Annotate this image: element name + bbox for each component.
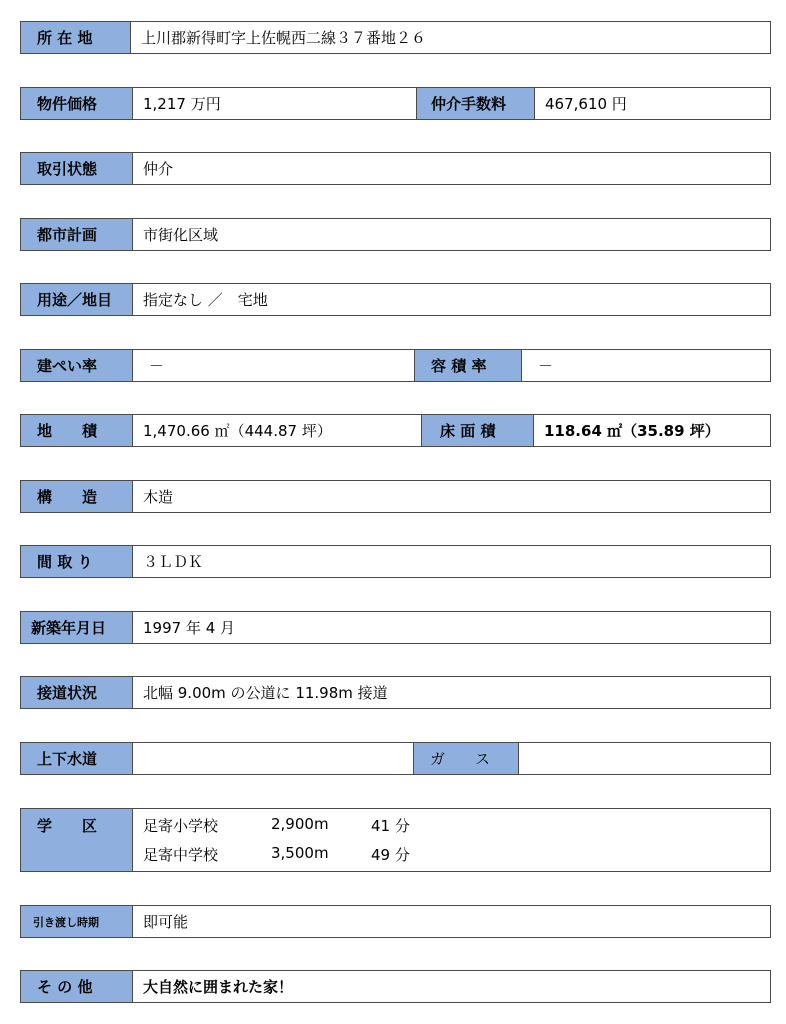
fee-label: 仲介手数料 [416, 88, 535, 119]
handover-value: 即可能 [143, 913, 189, 931]
other-value: 大自然に囲まれた家！ [143, 978, 294, 996]
city-planning-row [20, 218, 771, 251]
other-row [20, 970, 771, 1003]
gas-value [519, 743, 529, 774]
far-label: 容 積 率 [414, 350, 522, 381]
school-distance: 2,900m [271, 815, 329, 833]
price-row [20, 87, 771, 120]
built-label: 新築年月日 [21, 612, 133, 643]
usage-row [20, 283, 771, 316]
location-value: 上川郡新得町字上佐幌西二線３７番地２６ [141, 29, 427, 47]
road-row [20, 676, 771, 709]
area-row [20, 414, 771, 447]
floor-area-value: 118.64 ㎡（35.89 坪） [544, 422, 720, 440]
gas-label: ガ ス [413, 743, 519, 774]
school-distance: 3,500m [271, 844, 329, 862]
transaction-label: 取引状態 [21, 153, 133, 184]
transaction-value: 仲介 [143, 160, 174, 178]
location-label: 所 在 地 [21, 22, 131, 53]
city-planning-value: 市街化区域 [143, 226, 219, 244]
transaction-row [20, 152, 771, 185]
city-planning-label: 都市計画 [21, 219, 133, 250]
built-row [20, 611, 771, 644]
built-value: 1997 年 4 月 [143, 619, 236, 637]
school-label: 学 区 [21, 809, 133, 871]
road-label: 接道状況 [21, 677, 133, 708]
usage-value: 指定なし ／ 宅地 [143, 291, 268, 309]
fee-value: 467,610 円 [545, 95, 627, 113]
school-time: 49 分 [371, 846, 410, 864]
location-row [20, 21, 771, 54]
far-value: － [538, 357, 554, 375]
school-item [143, 844, 410, 865]
school-name: 足寄小学校 [143, 817, 219, 835]
school-name: 足寄中学校 [143, 846, 219, 864]
handover-label: 引き渡し時期 [21, 906, 133, 937]
utilities-row [20, 742, 771, 775]
school-row [20, 808, 771, 872]
school-list [133, 809, 410, 871]
other-label: そ の 他 [21, 971, 133, 1002]
land-area-label: 地 積 [21, 415, 133, 446]
water-label: 上下水道 [21, 743, 133, 774]
layout-label: 間 取 り [21, 546, 133, 577]
school-time: 41 分 [371, 817, 410, 835]
floor-area-label: 床 面 積 [421, 415, 534, 446]
school-item [143, 815, 410, 836]
usage-label: 用途／地目 [21, 284, 133, 315]
handover-row [20, 905, 771, 938]
water-value [133, 743, 413, 774]
structure-value: 木造 [143, 488, 174, 506]
structure-row [20, 480, 771, 513]
layout-row [20, 545, 771, 578]
coverage-label: 建ぺい率 [21, 350, 133, 381]
price-label: 物件価格 [21, 88, 133, 119]
land-area-value: 1,470.66 ㎡（444.87 坪） [143, 422, 332, 440]
structure-label: 構 造 [21, 481, 133, 512]
road-value: 北幅 9.00m の公道に 11.98m 接道 [143, 684, 388, 702]
coverage-value: － [149, 357, 165, 375]
layout-value: ３ＬＤＫ [143, 553, 204, 571]
price-value: 1,217 万円 [143, 95, 221, 113]
coverage-row [20, 349, 771, 382]
